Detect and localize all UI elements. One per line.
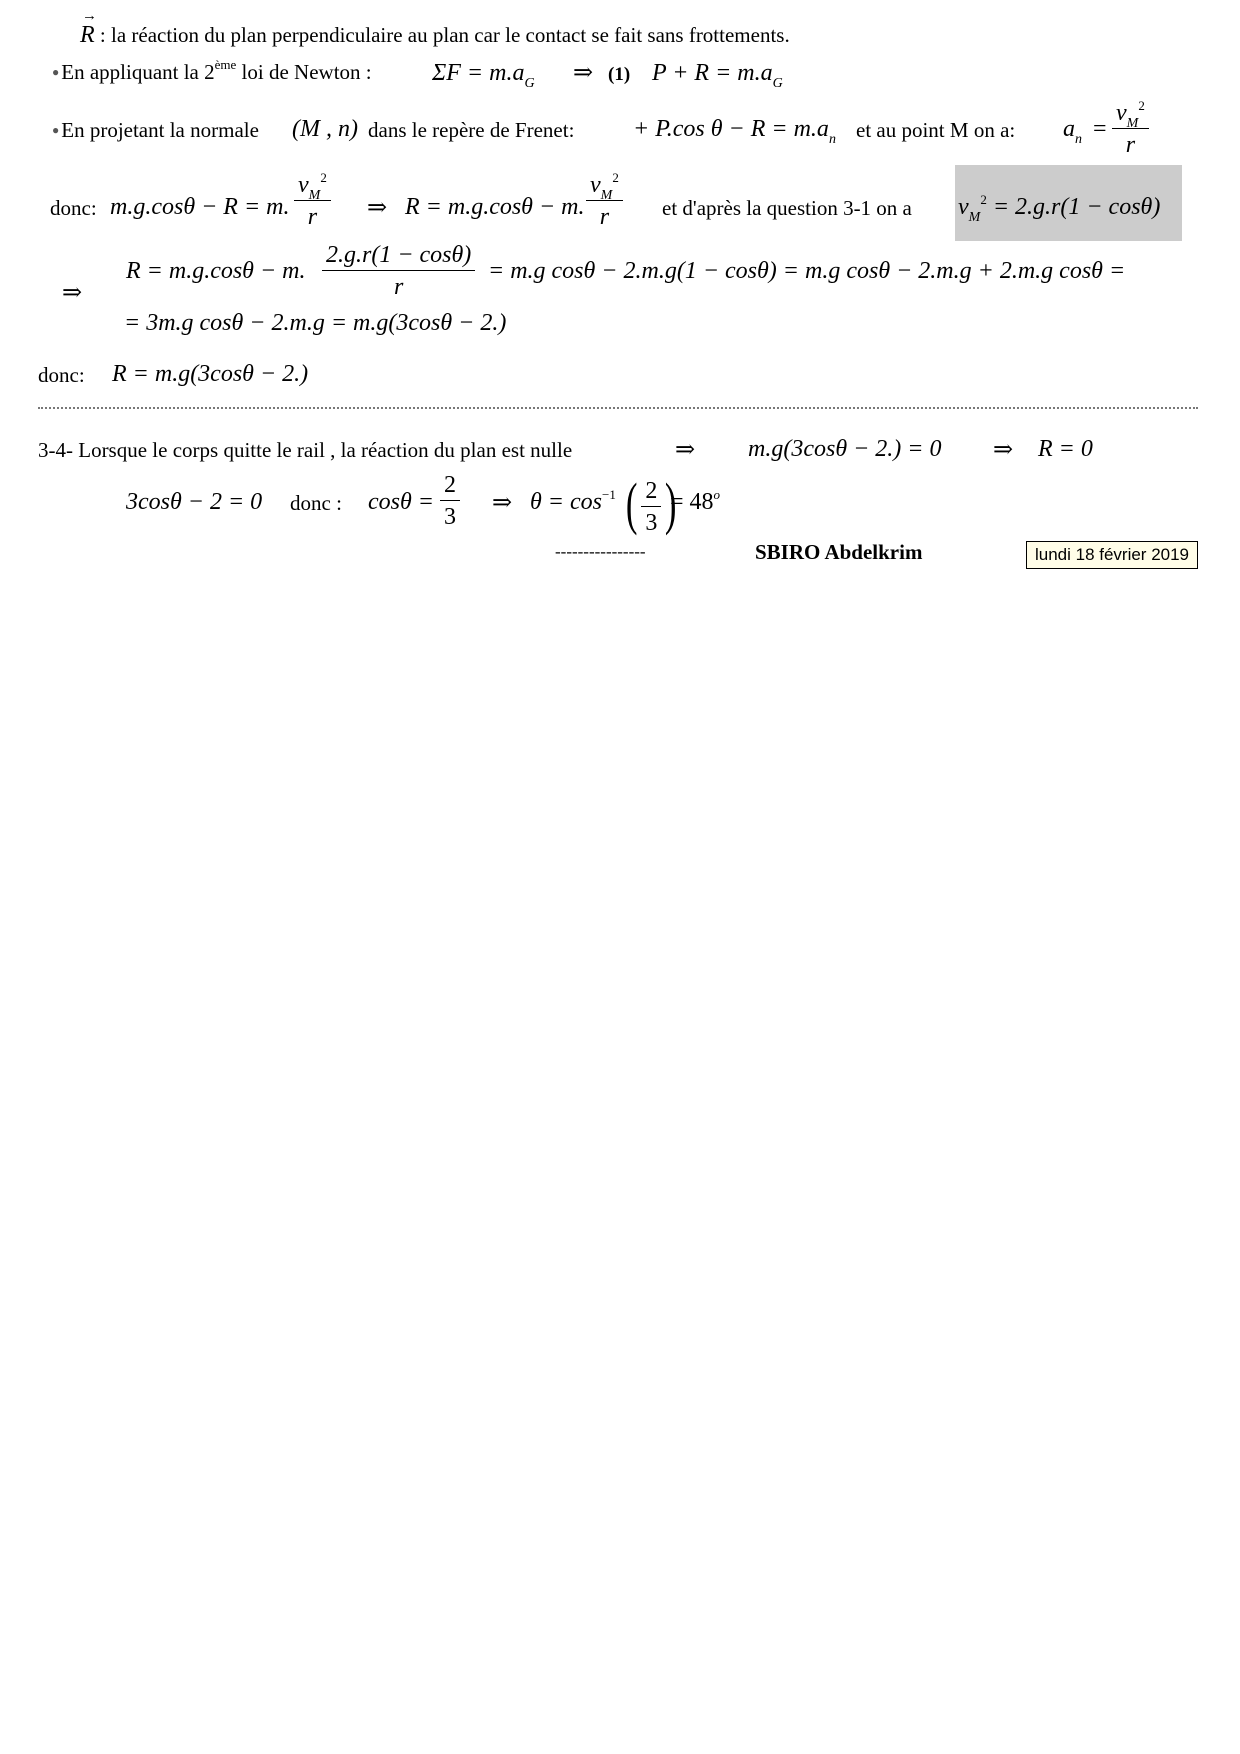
radial-fraction-1 bbox=[294, 172, 331, 231]
bullet-icon: ● bbox=[52, 123, 60, 137]
donc-label-2: donc: bbox=[38, 363, 85, 387]
normal-axis: (M , n) bbox=[292, 116, 358, 142]
date-badge: lundi 18 février 2019 bbox=[1026, 541, 1198, 569]
substitution-fraction bbox=[322, 242, 475, 301]
v-symbol: v bbox=[590, 172, 601, 198]
implies-arrow-icon: ⇒ bbox=[573, 58, 594, 86]
projection-eq-body: + P.cos θ − R = m.a bbox=[633, 116, 829, 142]
result-line bbox=[38, 363, 85, 388]
author-name: SBIRO Abdelkrim bbox=[755, 540, 923, 564]
boxed-equation bbox=[958, 192, 1161, 225]
substitution-left: R = m.g.cosθ − m. bbox=[126, 258, 306, 284]
sum-forces: ΣF = m.a bbox=[432, 60, 525, 86]
substitution-right: = m.g cosθ − 2.m.g(1 − cosθ) = m.g cosθ − 2.m.g + 2.m.g cosθ = bbox=[488, 258, 1126, 284]
implies-2 bbox=[367, 193, 387, 221]
line-newton-law bbox=[52, 57, 372, 85]
sub-g-2: G bbox=[772, 76, 783, 91]
square-sup: 2 bbox=[1138, 98, 1145, 113]
theta-equation bbox=[530, 489, 616, 516]
implies-arrow-icon: ⇒ bbox=[492, 488, 513, 516]
radial-fraction-2 bbox=[586, 172, 623, 231]
projection-equation bbox=[633, 116, 836, 147]
fraction-denominator: r bbox=[393, 274, 404, 300]
force-sum: P + R = m.a bbox=[652, 60, 773, 86]
three-denominator: 3 bbox=[444, 504, 456, 530]
r-symbol: r bbox=[1125, 132, 1136, 158]
zero-reaction-condition: m.g(3cosθ − 2.) = 0 bbox=[748, 436, 942, 462]
angle-result bbox=[670, 489, 720, 516]
sub-m: M bbox=[1126, 116, 1139, 131]
equals-sign: = bbox=[1093, 116, 1107, 142]
cos-fraction bbox=[440, 472, 460, 531]
newton-text-end: loi de Newton : bbox=[236, 60, 372, 84]
implies-arrow-icon: ⇒ bbox=[993, 435, 1014, 463]
line-reaction-definition bbox=[80, 22, 790, 49]
inverse-sup: −1 bbox=[601, 487, 616, 502]
implies-5 bbox=[993, 435, 1013, 463]
sub-n: n bbox=[828, 132, 836, 147]
sub-m: M bbox=[308, 188, 321, 203]
cos-equation: 3cosθ − 2 = 0 bbox=[126, 489, 263, 515]
square-sup: 2 bbox=[320, 170, 327, 185]
bullet-icon: ● bbox=[52, 65, 60, 79]
reaction-result: R = m.g(3cosθ − 2.) bbox=[112, 361, 309, 387]
two-numerator: 2 bbox=[440, 472, 460, 501]
implies-6 bbox=[492, 488, 512, 516]
reaction-eq: R = m.g.cosθ − m. bbox=[405, 194, 585, 220]
implies-arrow-icon: ⇒ bbox=[675, 435, 696, 463]
projection-text: En projetant la normale bbox=[61, 118, 259, 142]
implies-arrow-icon: ⇒ bbox=[62, 278, 83, 306]
square-sup: 2 bbox=[612, 170, 619, 185]
frenet-text: dans le repère de Frenet: bbox=[368, 118, 575, 142]
sub-m: M bbox=[968, 210, 981, 225]
section-divider bbox=[38, 407, 1198, 409]
implies-arrow-icon: ⇒ bbox=[367, 193, 388, 221]
newton-text: En appliquant la 2 bbox=[61, 60, 215, 84]
v-symbol: v bbox=[298, 172, 309, 198]
degree-sup: o bbox=[713, 487, 721, 502]
cos-value-label: cosθ = bbox=[368, 489, 434, 515]
question-3-4-text: 3-4- Lorsque le corps quitte le rail , la réaction du plan est nulle bbox=[38, 438, 573, 462]
reference-text: et d'après la question 3-1 on a bbox=[662, 196, 912, 220]
donc-label: donc: bbox=[50, 196, 97, 220]
footer-dashes: ---------------- bbox=[555, 542, 646, 561]
r-symbol: r bbox=[307, 204, 318, 230]
r-symbol: r bbox=[599, 204, 610, 230]
simplified-equation: = 3m.g cosθ − 2.m.g = m.g(3cosθ − 2.) bbox=[124, 310, 507, 336]
three-denominator-2: 3 bbox=[645, 509, 658, 536]
equation-label: (1) bbox=[608, 64, 631, 85]
donc-label-3: donc : bbox=[290, 491, 342, 515]
fraction-numerator: 2.g.r(1 − cosθ) bbox=[322, 242, 475, 271]
radial-eq-left: m.g.cosθ − R = m. bbox=[110, 194, 290, 220]
force-balance-equation bbox=[652, 60, 783, 91]
boxed-rhs: = 2.g.r(1 − cosθ) bbox=[992, 194, 1161, 220]
sub-g: G bbox=[524, 76, 535, 91]
left-paren-icon: ( bbox=[625, 471, 638, 536]
an-fraction bbox=[1112, 100, 1149, 159]
sub-m: M bbox=[600, 188, 613, 203]
implies-4 bbox=[675, 435, 695, 463]
newton-equation bbox=[432, 60, 535, 91]
angle-value: = 48 bbox=[670, 489, 714, 515]
v-symbol: v bbox=[1116, 100, 1127, 126]
r-equals-zero: R = 0 bbox=[1038, 436, 1093, 462]
implies-1 bbox=[573, 58, 593, 86]
sub-n-2: n bbox=[1075, 132, 1082, 147]
line-projection bbox=[52, 118, 259, 143]
square-sup: 2 bbox=[980, 192, 987, 207]
point-m-text: et au point M on a: bbox=[856, 118, 1016, 142]
normal-acceleration bbox=[1063, 116, 1082, 147]
v-symbol: v bbox=[958, 194, 969, 220]
right-paren-icon: ) bbox=[665, 471, 677, 536]
reaction-symbol: → R bbox=[80, 22, 95, 49]
implies-3 bbox=[62, 278, 82, 306]
theta-cos: θ = cos bbox=[530, 489, 602, 515]
an-symbol: a bbox=[1063, 116, 1075, 142]
reaction-description: : la réaction du plan perpendiculaire au plan car le contact se fait sans frottements. bbox=[94, 23, 790, 47]
two-numerator-2: 2 bbox=[641, 478, 661, 507]
ordinal-sup: ème bbox=[214, 57, 237, 72]
